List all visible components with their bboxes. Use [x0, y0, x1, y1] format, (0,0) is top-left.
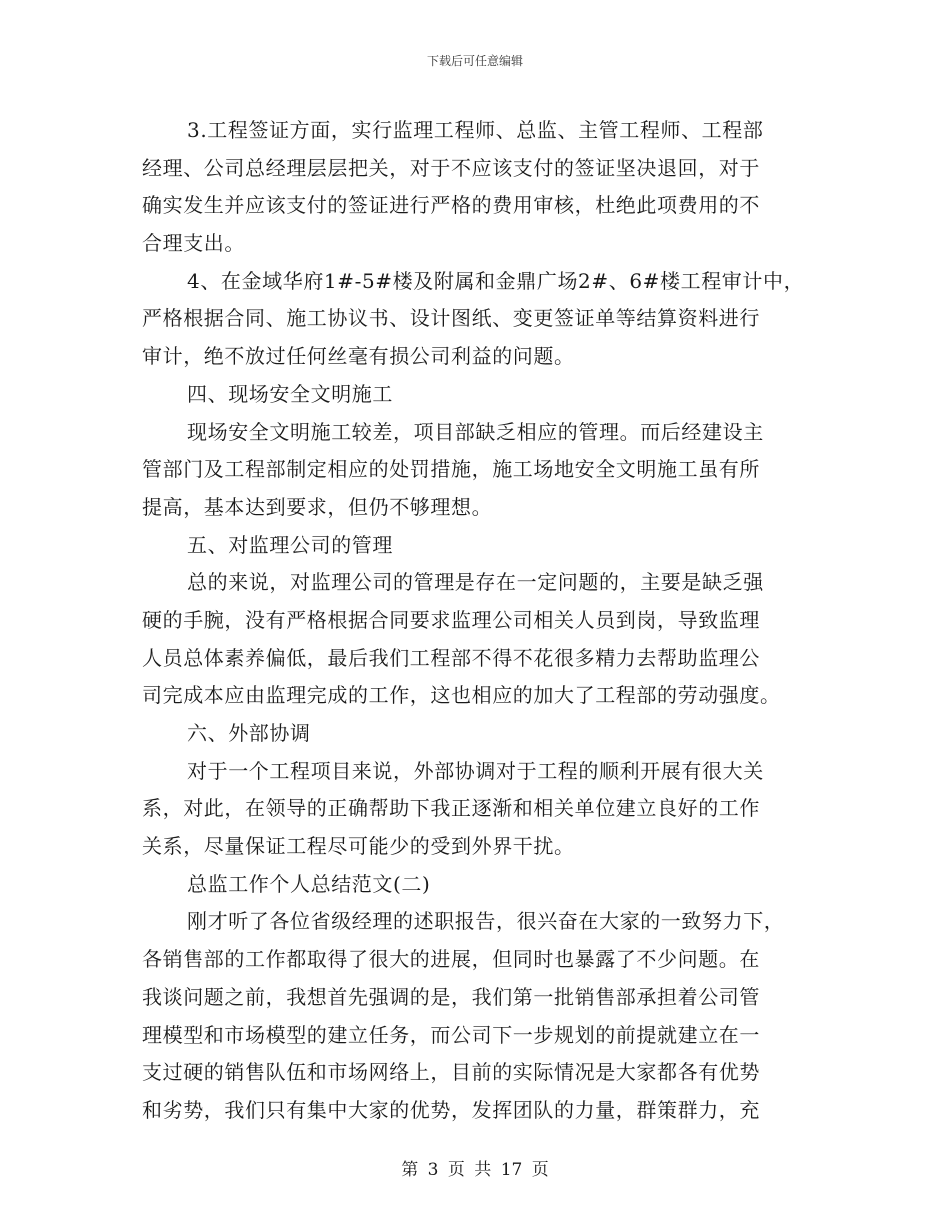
text-line: 3.工程签证方面，实行监理工程师、总监、主管工程师、工程部 [187, 118, 764, 142]
page-header: 下载后可任意编辑 [426, 54, 523, 68]
text-line: 刚才听了各位省级经理的述职报告，很兴奋在大家的一致努力下， [187, 909, 785, 934]
text-line: 经理、公司总经理层层把关，对于不应该支付的签证坚决退回，对于 [142, 155, 760, 180]
text-line: 关系，尽量保证工程尽可能少的受到外界干扰。 [142, 834, 575, 859]
text-line: 系，对此，在领导的正确帮助下我正逐渐和相关单位建立良好的工作 [142, 796, 760, 821]
text-line: 人员总体素养偏低，最后我们工程部不得不花很多精力去帮助监理公 [142, 645, 760, 670]
text-line: 总的来说，对监理公司的管理是存在一定问题的，主要是缺乏强 [187, 570, 764, 595]
text-line: 硬的手腕，没有严格根据合同要求监理公司相关人员到岗，导致监理 [142, 607, 760, 632]
text-line: 支过硬的销售队伍和市场网络上，目前的实际情况是大家都各有优势 [142, 1060, 760, 1085]
text-line: 审计，绝不放过任何丝毫有损公司利益的问题。 [142, 344, 575, 369]
document-body [142, 112, 805, 1130]
text-line: 确实发生并应该支付的签证进行严格的费用审核，杜绝此项费用的不 [142, 193, 760, 218]
text-line: 六、外部协调 [187, 721, 311, 745]
text-line: 提高，基本达到要求，但仍不够理想。 [142, 494, 493, 519]
text-line: 总监工作个人总结范文(二) [187, 871, 431, 896]
text-line: 四、现场安全文明施工 [187, 381, 393, 406]
text-line: 4、在金域华府1#-5#楼及附属和金鼎广场2#、6#楼工程审计中， [187, 268, 805, 293]
text-line: 管部门及工程部制定相应的处罚措施，施工场地安全文明施工虽有所 [142, 457, 760, 482]
text-line: 我谈问题之前，我想首先强调的是，我们第一批销售部承担着公司管 [142, 984, 760, 1009]
text-line: 合理支出。 [142, 231, 245, 256]
text-line: 严格根据合同、施工协议书、设计图纸、变更签证单等结算资料进行 [142, 306, 760, 331]
text-line: 现场安全文明施工较差，项目部缺乏相应的管理。而后经建设主 [187, 419, 764, 444]
text-line: 各销售部的工作都取得了很大的进展，但同时也暴露了不少问题。在 [142, 947, 760, 972]
text-line: 司完成本应由监理完成的工作，这也相应的加大了工程部的劳动强度。 [142, 683, 781, 708]
text-line: 对于一个工程项目来说，外部协调对于工程的顺利开展有很大关 [187, 758, 764, 783]
text-line: 五、对监理公司的管理 [187, 532, 393, 557]
text-line: 理模型和市场模型的建立任务，而公司下一步规划的前提就建立在一 [142, 1022, 760, 1047]
text-line: 和劣势，我们只有集中大家的优势，发挥团队的力量，群策群力，充 [142, 1097, 760, 1122]
page-footer: 第 3 页 共 17 页 [401, 1160, 549, 1180]
